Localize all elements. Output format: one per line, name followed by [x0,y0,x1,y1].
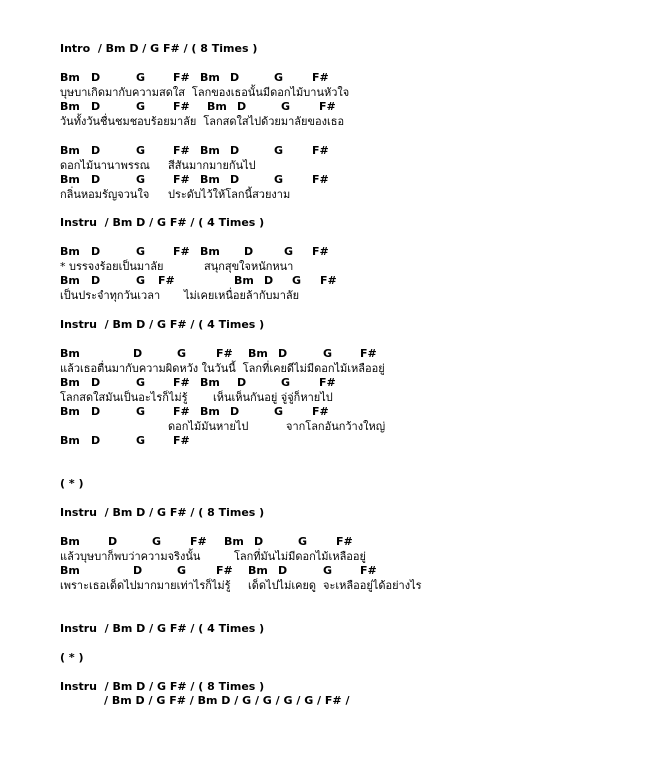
lyric-line: ดอกไม้นานาพรรณ สีสันมากมายกันไป [60,159,256,172]
lyric-line: เพราะเธอเด็ดไปมากมายเท่าไรก็ไม่รู้ เด็ดไปไม่เคยดู จะเหลืออยู่ได้อย่างไร [60,579,422,592]
chorus-repeat-marker: ( * ) [60,477,84,490]
outro-line: / Bm D / G F# / Bm D / G / G / G / G / F# / [104,694,350,707]
instru-line: Instru / Bm D / G F# / ( 4 Times ) [60,216,265,229]
instru-line: Instru / Bm D / G F# / ( 4 Times ) [60,318,265,331]
lyric-line: แล้วบุษบาก็พบว่าความจริงนั้น โลกที่มันไม่มีดอกไม้เหลืออยู่ [60,550,366,563]
outro-line: Instru / Bm D / G F# / ( 8 Times ) [60,680,265,693]
chord-line: Bm D G F# Bm D G F# [60,274,337,287]
chord-line: Bm D G F# Bm D G F# [60,100,336,113]
lyric-line: โลกสดใสมันเป็นอะไรก็ไม่รู้ เห็นเห็นกันอยู่ จู่จู่ก็หายไป [60,391,333,404]
lyric-line: แล้วเธอตื่นมากับความผิดหวัง ในวันนี้ โลกที่เคยดีไม่มีดอกไม้เหลืออยู่ [60,362,385,375]
chord-line: Bm D G F# Bm D G F# [60,71,329,84]
chord-line: Bm D G F# [60,434,190,447]
lyric-line: ดอกไม้มันหายไป จากโลกอันกว้างใหญ่ [168,420,386,433]
chord-line: Bm D G F# Bm D G F# [60,564,377,577]
intro-line: Intro / Bm D / G F# / ( 8 Times ) [60,42,258,55]
chorus-repeat-marker: ( * ) [60,651,84,664]
lyric-line: กลิ่นหอมรัญจวนใจ ประดับไว้ให้โลกนี้สวยงาม [60,188,291,201]
chord-line: Bm D G F# Bm D G F# [60,405,329,418]
chord-line: Bm D G F# Bm D G F# [60,347,377,360]
lyric-line: เป็นประจำทุกวันเวลา ไม่เคยเหนื่อยล้ากับมาลัย [60,289,300,302]
chord-line: Bm D G F# Bm D G F# [60,144,329,157]
instru-line: Instru / Bm D / G F# / ( 4 Times ) [60,622,265,635]
chord-line: Bm D G F# Bm D G F# [60,173,329,186]
instru-line: Instru / Bm D / G F# / ( 8 Times ) [60,506,265,519]
chord-line: Bm D G F# Bm D G F# [60,535,353,548]
lyric-line: บุษบาเกิดมากับความสดใส โลกของเธอนั้นมีดอกไม้บานหัวใจ [60,86,350,99]
chord-line: Bm D G F# Bm D G F# [60,245,329,258]
lyric-line: * บรรจงร้อยเป็นมาลัย สนุกสุขใจหนักหนา [60,260,294,273]
lyric-line: วันทั้งวันชื่นชมชอบร้อยมาลัย โลกสดใสไปด้วยมาลัยของเธอ [60,115,345,128]
chord-line: Bm D G F# Bm D G F# [60,376,336,389]
